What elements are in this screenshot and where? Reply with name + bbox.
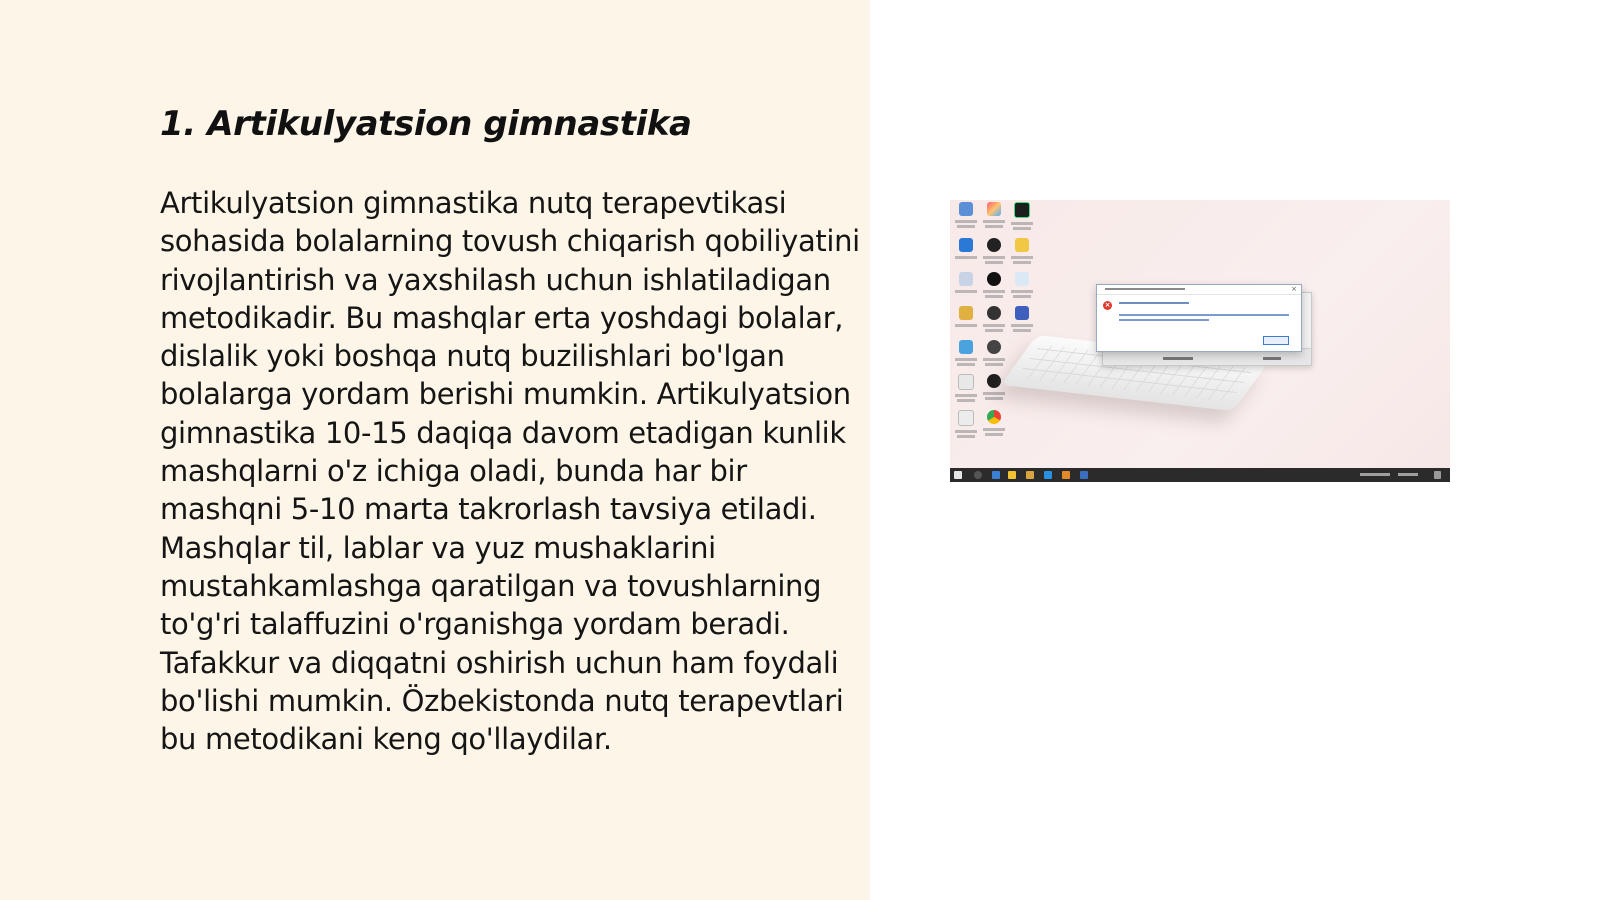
desktop-icon	[1008, 238, 1036, 264]
desktop-icon	[980, 238, 1008, 264]
desktop-icon	[952, 340, 980, 366]
desktop-icon	[980, 410, 1008, 438]
desktop-icon	[980, 306, 1008, 332]
ok-button	[1263, 336, 1289, 345]
desktop-icon	[952, 410, 980, 438]
search-icon	[974, 471, 982, 479]
start-icon	[954, 471, 962, 479]
desktop-icon	[980, 340, 1008, 366]
close-icon: ×	[1291, 285, 1297, 293]
desktop-icon	[952, 306, 980, 332]
desktop-screenshot-image	[950, 200, 1450, 482]
error-icon: ×	[1104, 301, 1111, 309]
body-paragraph: Artikulyatsion gimnastika nutq terapevtikasi sohasida bolalarning tovush chiqarish qobiliyatini rivojlantirish va yaxshilash uchun ishlatiladigan metodikadir. Bu mashqlar erta yoshdagi bolalar, dislalik yoki boshqa nutq buzilishlari bo'lgan bolalarga yordam berishi mumkin. Artikulyatsion gimnastika 10-15 daqiqa davom etadigan kunlik mashqlarni o'z ichiga oladi, bunda har bir mashqni 5-10 marta takrorlash tavsiya etiladi. Mashqlar til, lablar va yuz mushaklarini mustahkamlashga qaratilgan va tovushlarning to'g'ri talaffuzini o'rganishga yordam beradi. Tafakkur va diqqatni oshirish uchun ham foydali bo'lishi mumkin. Özbekistonda nutq terapevtlari bu metodikani keng qo'llaydilar.	[160, 186, 860, 757]
desktop-icon	[980, 272, 1008, 298]
desktop-icon	[980, 374, 1008, 402]
desktop-icon	[952, 202, 980, 230]
desktop-icon	[1008, 202, 1036, 230]
taskbar	[950, 468, 1450, 482]
error-dialog-window	[1096, 284, 1302, 352]
desktop-icon-grid	[952, 202, 1042, 438]
desktop-icon	[1008, 306, 1036, 332]
slide-title: 1. Artikulyatsion gimnastika	[160, 104, 692, 144]
desktop-icon	[980, 202, 1008, 230]
desktop-icon	[952, 272, 980, 298]
desktop-icon	[1008, 272, 1036, 298]
desktop-icon	[952, 238, 980, 264]
desktop-icon	[952, 374, 980, 402]
